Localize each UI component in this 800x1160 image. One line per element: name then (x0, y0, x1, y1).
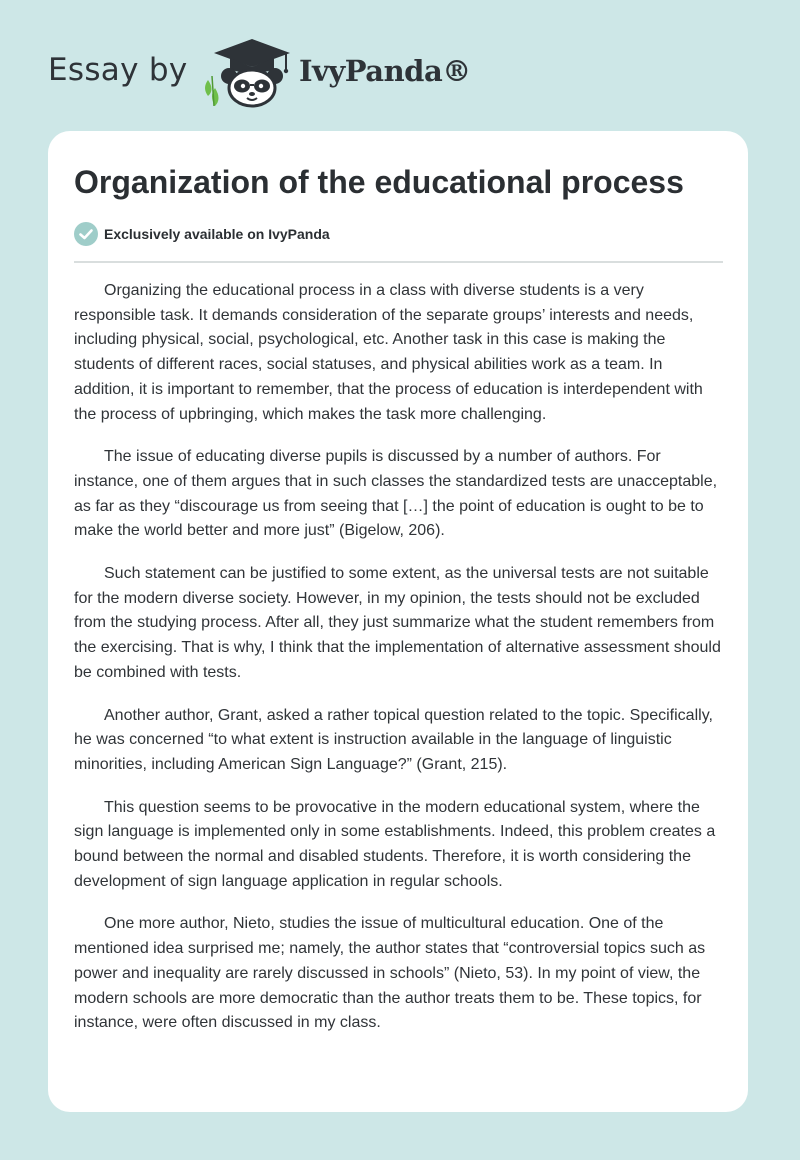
essay-card (48, 131, 748, 1112)
paragraph: This question seems to be provocative in the modern educational system, where the sign language is implemented only in some establishments. Indeed, this problem creates a bound between the normal and disabled students. Therefore, it is worth considering the development of sign language application in regular schools. (74, 798, 716, 890)
essay-by-label: Essay by (48, 52, 188, 88)
brand-name[interactable]: IvyPanda® (299, 54, 471, 88)
paragraph: Another author, Grant, asked a rather topical question related to the topic. Specifically, he was concerned “to what extent is instruction available in the language of linguistic minorities, including American Sign Language?” (Grant, 215). (74, 706, 713, 773)
divider (74, 261, 723, 263)
badge-text: Exclusively available on IvyPanda (104, 226, 330, 242)
check-circle-icon (74, 222, 98, 246)
paragraph: Such statement can be justified to some extent, as the universal tests are not suitable for the modern diverse society. However, in my opinion, the tests should not be excluded from the studying process. After all, they just summarize what the student remembers from the exercising. That is why, I think that the implementation of alternative assessment should be combined with tests. (74, 565, 721, 681)
essay-body (74, 279, 726, 1054)
paragraph: The issue of educating diverse pupils is discussed by a number of authors. For instance, one of them argues that in such classes the standardized tests are unacceptable, as far as they “discourage us from seeing that […] the point of education is ought to be to make the world better and more just” (Bigelow, 206). (74, 448, 718, 540)
panda-graduation-cap-logo-icon[interactable] (202, 36, 294, 108)
exclusive-badge (74, 222, 330, 246)
site-header (48, 36, 568, 116)
paragraph: Organizing the educational process in a class with diverse students is a very responsible task. It demands consideration of the separate groups’ interests and needs, including physical, social, psychological, etc. Another task in this case is making the students of different races, social statuses, and physical abilities work as a team. In addition, it is important to remember, that the process of education is interdependent with the process of upbringing, which makes the task more challenging. (74, 282, 703, 423)
paragraph: One more author, Nieto, studies the issue of multicultural education. One of the mentioned idea surprised me; namely, the author states that “controversial topics such as power and inequality are rarely discussed in schools” (Nieto, 53). In my point of view, the modern schools are more democratic than the author treats them to be. These topics, for instance, were often discussed in my class. (74, 915, 706, 1032)
page-title: Organization of the educational process (74, 164, 684, 200)
